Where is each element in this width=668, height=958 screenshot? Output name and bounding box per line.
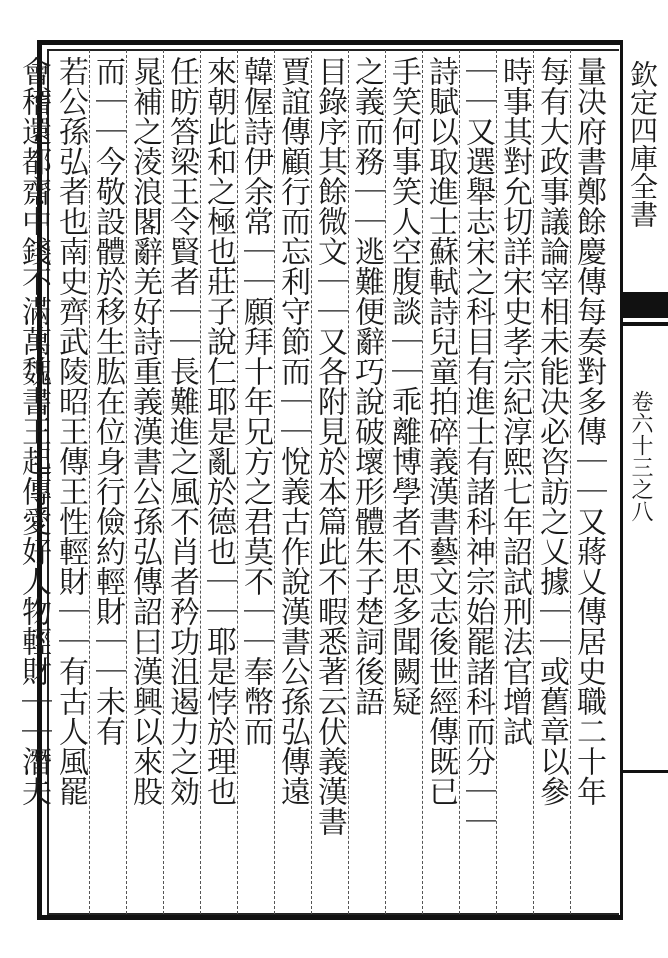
text-column: ｜｜又選舉志宋之科目有進士有諸科神宗始罷諸科而分｜｜ [460, 56, 495, 836]
margin-tick [620, 770, 668, 773]
text-column: 之義而務｜｜逃難便辭巧說破壞形體朱子楚詞後語 [349, 56, 384, 716]
text-column: 賈誼傳顧行而忘利守節而｜｜悅義古作說漢書公孫弘傳遠 [275, 56, 310, 806]
text-column: 若公孫弘者也南史齊武陵昭王傳王性輕財｜｜有古人風罷 [53, 56, 88, 806]
text-column: 目錄序其餘微文｜｜又各附見於本篇此不暇悉著云伏義漢書 [312, 56, 347, 836]
text-column: 而｜｜今敬設體於移生肱在位身行儉約輕財｜｜未有 [90, 56, 125, 746]
book-title: 欽定四庫全書 [626, 60, 659, 228]
text-column: 量决府書鄭餘慶傳每奏對多傳｜｜又蔣乂傳居史職二十年 [571, 56, 606, 806]
text-column: 每有大政事議論宰相未能决必咨訪之乂據｜｜或舊章以參 [534, 56, 569, 806]
text-column: 韓偓詩伊余常｜｜願拜十年兄方之君莫不｜｜奉幣而 [238, 56, 273, 746]
text-column: 詩賦以取進士蘇軾詩兒童拍碎義漢書藝文志後世經傳既已 [423, 56, 458, 806]
text-column: 會稽還都齋中錢不滿萬魏書王起傳愛好人物輕財｜｜潛夫 [16, 56, 51, 806]
volume-label: 卷六十三之八 [628, 390, 653, 522]
text-column: 來朝此和之極也莊子說仁耶是亂於德也｜｜耶是悖於理也 [201, 56, 236, 806]
fishtail-rule [620, 322, 668, 326]
text-column: 任昉答梁王令賢者｜｜長難進之風不肖者矜功沮遏力之効 [164, 56, 199, 806]
text-column: 時事其對允切詳宋史孝宗紀淳熙七年詔試刑法官增試 [497, 56, 532, 746]
fishtail-mark [620, 292, 668, 318]
text-column: 晁補之淩浪閣辭羌好詩重義漢書公孫弘傳詔曰漢興以來股 [127, 56, 162, 806]
text-column: 手笑何事笑人空腹談｜｜乖離博學者不思多聞闕疑 [386, 56, 421, 716]
